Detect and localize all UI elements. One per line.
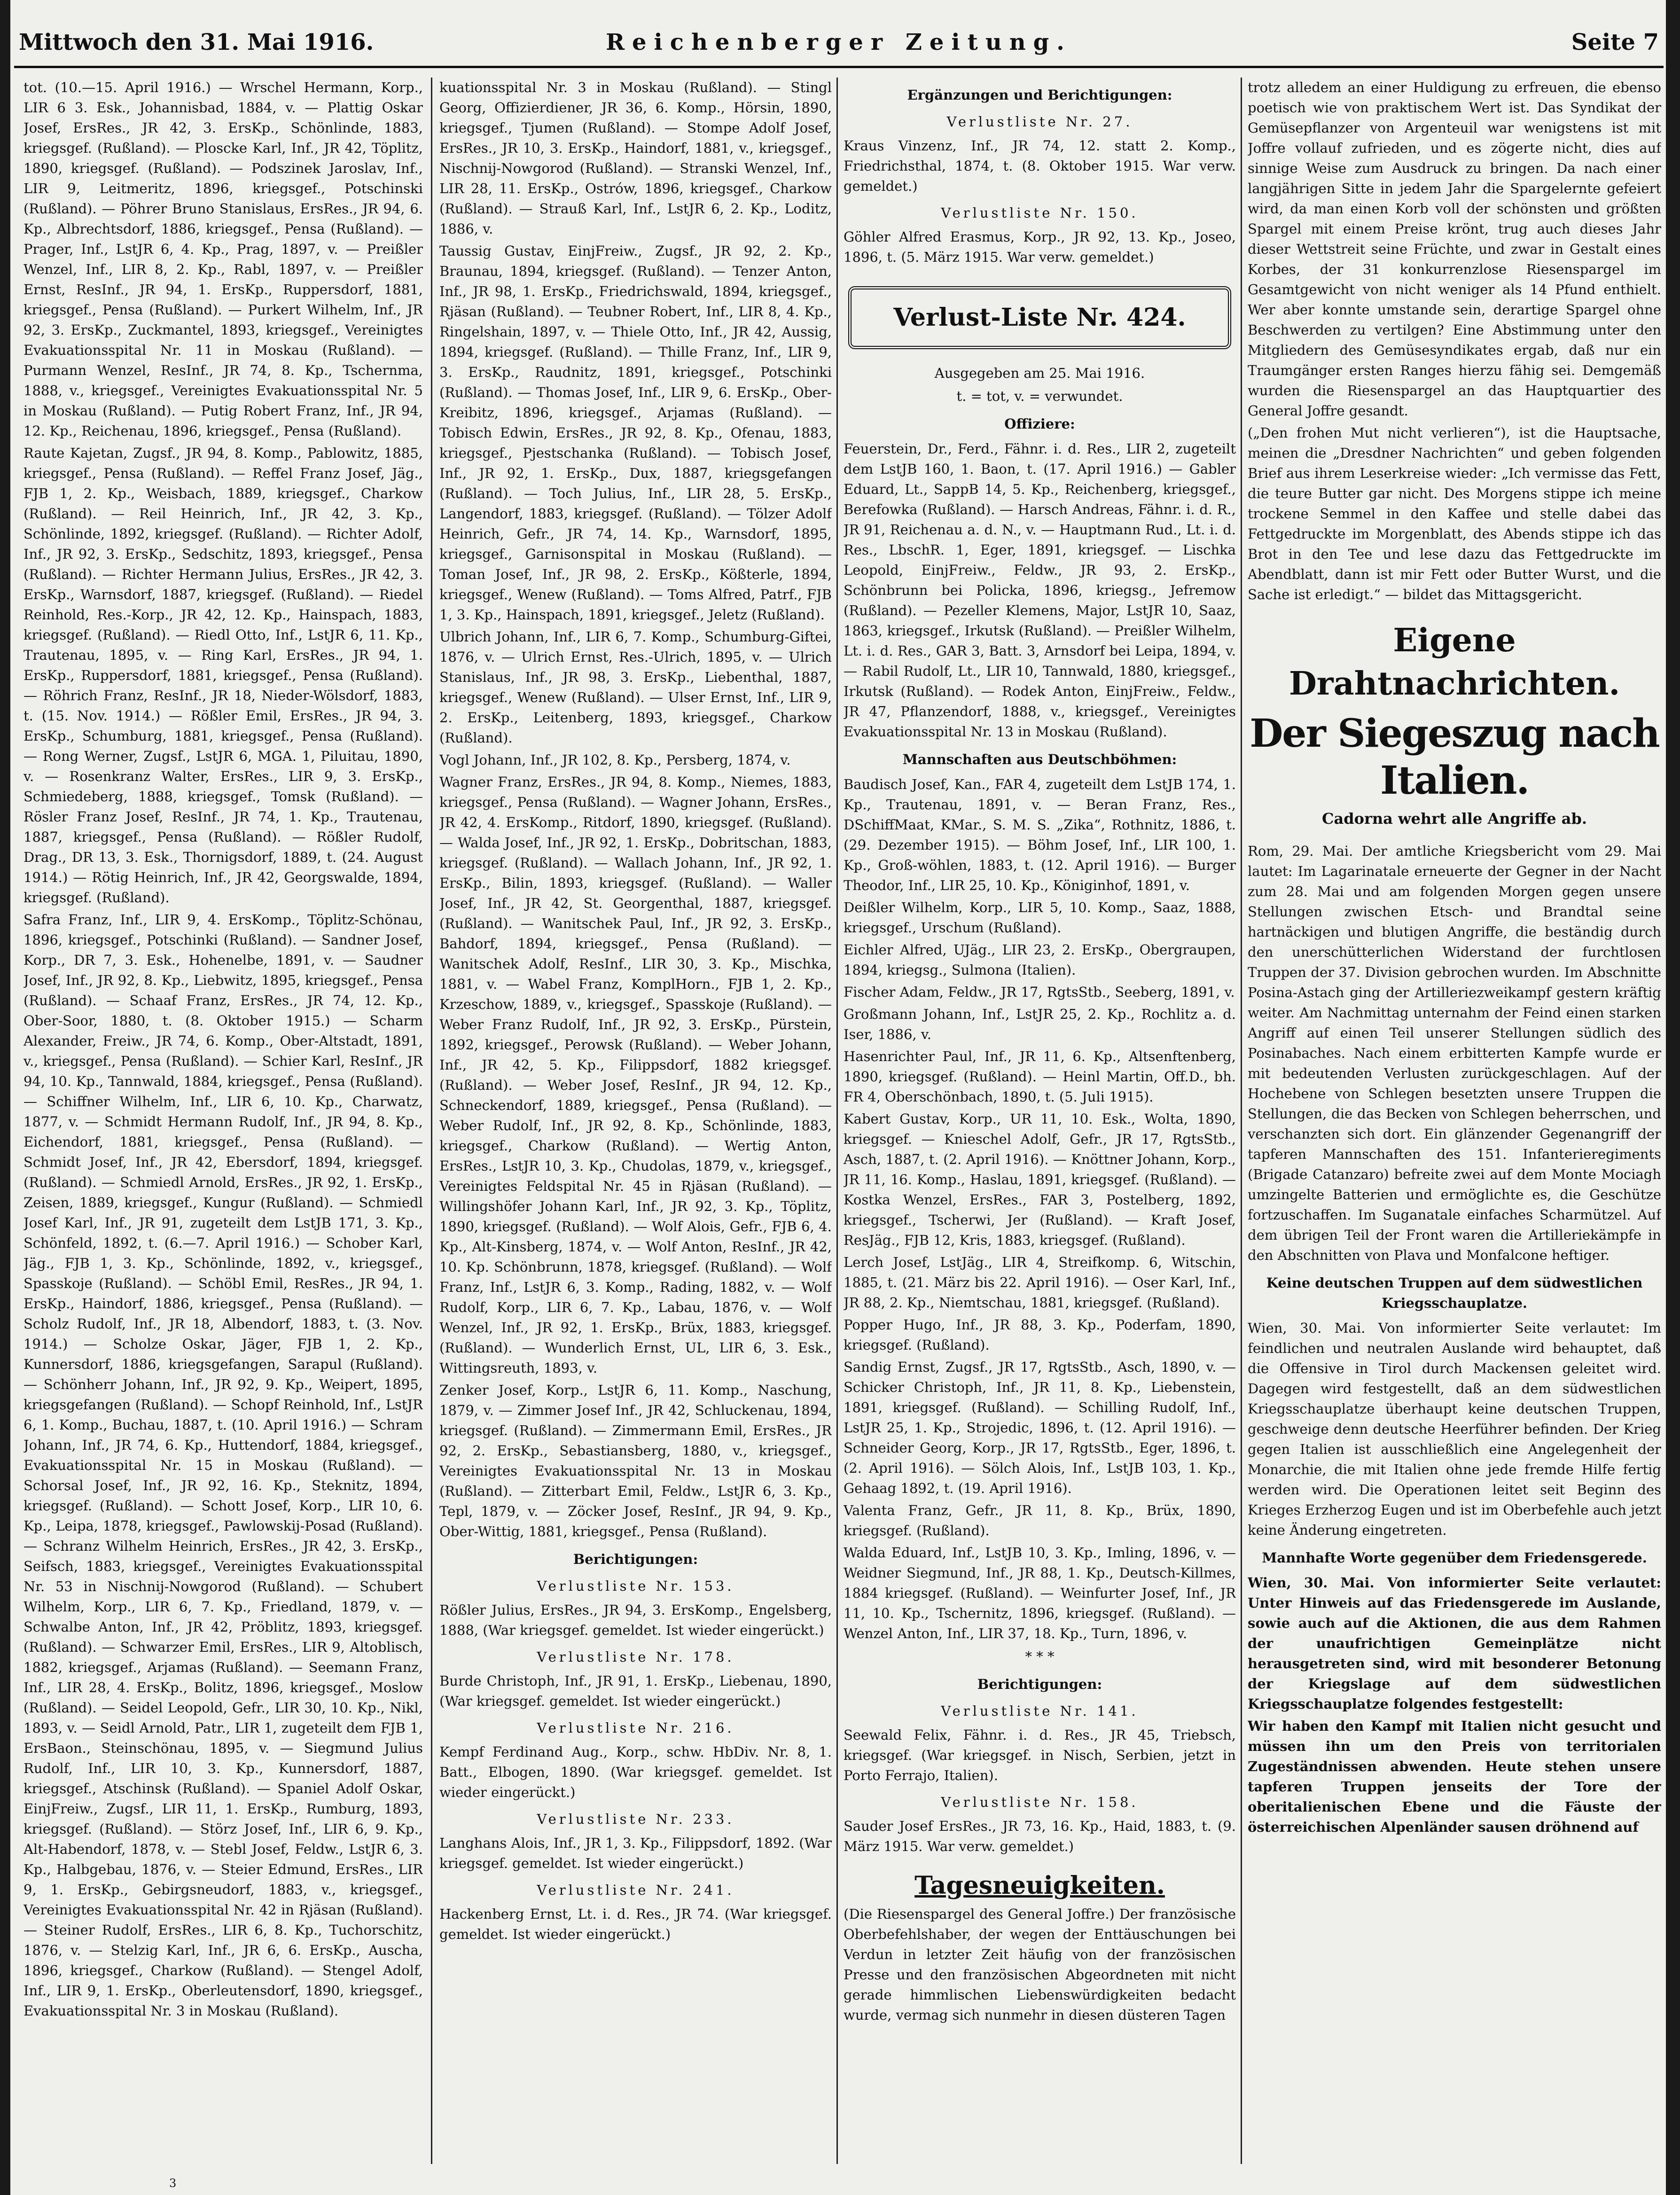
issued-date: Ausgegeben am 25. Mai 1916. xyxy=(934,365,1145,381)
page-header xyxy=(14,19,1664,68)
section-heading-no-troops: Keine deutschen Truppen auf dem südwestlichen Kriegsschauplatze. xyxy=(1266,1275,1643,1311)
section-divider-stars: * * * xyxy=(1025,1648,1055,1664)
report-vienna: Wien, 30. Mai. Von informierter Seite verlautet: Im feindlichen und neutralen Auslande wird behauptet, daß die Offensive in Tirol durch Mackensen geleitet wird. Dagegen wird festgestellt, daß an dem südwestlichen Kriegsschauplatze überhaupt keine deutschen Truppen, geschweige denn deutsche Heerführer befinden. Der Krieg gegen Italien ist ausschließlich eine Angelegenheit der Monarchie, die mit Italien ohne jede fremde Hilfe fertig werden wird. Die Operationen leitet seit Beginn des Krieges Erzherzog Eugen und ist im Oberbefehle auch jetzt keine Änderung eingetreten. xyxy=(1248,1320,1661,1538)
correction-list-title: Verlustliste Nr. 141. xyxy=(941,1703,1139,1719)
wire-news-heading: Eigene Drahtnachrichten. xyxy=(1289,622,1620,703)
rank-entry: Walda Eduard, Inf., LstJB 10, 3. Kp., Imling, 1896, v. — Weidner Siegmund, Inf., JR 88, 1. Kp., Deutsch-Killmes, 1884 kriegsgef. (Rußland). — Weinfurter Josef, Inf., JR 11, 10. Kp., Tschernitz, 1896, kriegsgef. (Rußland). — Wenzel Anton, Inf., LIR 37, 18. Kp., Turn, 1896, v. xyxy=(844,1545,1236,1641)
casualty-paragraph: Zenker Josef, Korp., LstJR 6, 11. Komp., Naschung, 1879, v. — Zimmer Josef Inf., JR 42, Schluckenau, 1894, kriegsgef. (Rußland). — Zimmermann Emil, ErsRes., JR 92, 2. ErsKp., Sebastiansberg, 1880, v., kriegsgef., Vereinigtes Evakuationsspital Nr. 13 in Moskau (Rußland). — Zitterbart Emil, Feldw., LstJR 6, 3. Kp., Tepl, 1879, v. — Zöcker Josef, ResInf., JR 94, 9. Kp., Ober-Wittig, 1881, kriegsgef., Pensa (Rußland). xyxy=(439,1382,832,1539)
corrections-heading: Berichtigungen: xyxy=(977,1676,1102,1692)
casualty-paragraph: Vogl Johann, Inf., JR 102, 8. Kp., Persberg, 1874, v. xyxy=(439,752,791,768)
newspaper-title: Reichenberger Zeitung. xyxy=(606,29,1072,55)
correction-entry: Kempf Ferdinand Aug., Korp., schw. HbDiv. Nr. 8, 1. Batt., Elbogen, 1890. (War kriegsgef. gemeldet. Ist wieder eingerückt.) xyxy=(439,1744,832,1800)
officers-entry: Feuerstein, Dr., Ferd., Fähnr. i. d. Res., LIR 2, zugeteilt dem LstJB 160, 1. Baon, t. (17. April 1916.) — Gabler Eduard, Lt., SappB 14, 5. Kp., Reichenberg, kriegsgef., Berefowka (Rußland). — Harsch Andreas, Fähnr. i. d. R., JR 91, Reichenau a. d. N., v. — Hauptmann Rud., Lt. i. d. Res., LbschR. 1, Eger, 1891, kriegsgef. — Lischka Leopold, EinjFreiw., Feldw., JR 93, 2. ErsKp., Schönbrunn bei Policka, 1896, kriegsg., Jefremow (Rußland). — Pezeller Klemens, Major, LstJR 10, Saaz, 1863, kriegsgef., Irkutsk (Rußland). — Preißler Wilhelm, Lt. i. d. Res., GAR 3, Batt. 3, Arnsdorf bei Leipa, 1894, v. — Rabil Rudolf, Lt., LIR 10, Tannwald, 1880, kriegsgef., Irkutsk (Rußland). — Rodek Anton, EinjFreiw., Feldw., JR 47, Pflanzendorf, 1888, v., kriegsgef., Vereinigtes Evakuationsspital Nr. 13 in Moskau (Rußland). xyxy=(844,441,1236,740)
rank-entry: Deißler Wilhelm, Korp., LIR 5, 10. Komp., Saaz, 1888, kriegsgef., Urschum (Rußland). xyxy=(844,899,1236,936)
column-3 xyxy=(844,78,1236,2164)
ranks-heading: Mannschaften aus Deutschböhmen: xyxy=(902,751,1177,767)
column-rule xyxy=(836,78,838,2164)
correction-list-title: Verlustliste Nr. 153. xyxy=(537,1578,735,1594)
printer-mark: 3 xyxy=(169,2177,177,2190)
scan-edge-left xyxy=(0,0,10,2195)
rank-entry: Lerch Josef, LstJäg., LIR 4, Streifkomp. 6, Witschin, 1885, t. (21. März bis 22. April 1916). — Oser Karl, Inf., JR 88, 2. Kp., Niemtschau, 1881, kriegsgef. (Rußland). xyxy=(844,1254,1236,1311)
abbreviation-legend: t. = tot, v. = verwundet. xyxy=(956,388,1123,404)
correction-entry: Langhans Alois, Inf., JR 1, 3. Kp., Filippsdorf, 1892. (War kriegsgef. gemeldet. Ist wieder eingerückt.) xyxy=(439,1835,832,1871)
supplement-entry: Kraus Vinzenz, Inf., JR 74, 12. statt 2. Komp., Friedrichsthal, 1874, t. (8. Oktober 1915. War verw. gemeldet.) xyxy=(844,138,1236,194)
loss-list-title-box: Verlust-Liste Nr. 424. xyxy=(848,286,1231,349)
column-1 xyxy=(23,78,423,2164)
correction-list-title: Verlustliste Nr. 216. xyxy=(537,1720,735,1736)
correction-entry: Burde Christoph, Inf., JR 91, 1. ErsKp., Liebenau, 1890, (War kriegsgef. gemeldet. Ist wieder eingerückt.) xyxy=(439,1673,832,1709)
news-paragraph: (Die Riesenspargel des General Joffre.) Der französische Oberbefehlshaber, der wegen der Enttäuschungen bei Verdun in letzter Zeit häufig von der französischen Presse und den französischen Abgeordneten mit nicht gerade himmlischen Liebenswürdigkeiten bedacht wurde, vermag sich nunmehr in diesen düsteren Tagen xyxy=(844,1906,1236,2023)
casualty-paragraph: Ulbrich Johann, Inf., LIR 6, 7. Komp., Schumburg-Giftei, 1876, v. — Ulrich Ernst, Res.-Ulrich, 1895, v. — Ulrich Stanislaus, Inf., JR 98, 3. ErsKp., Liebenthal, 1887, kriegsgef., Wenew (Rußland). — Ulser Ernst, Inf., LIR 9, 2. ErsKp., Leitenberg, 1893, kriegsgef., Charkow (Rußland). xyxy=(439,629,832,746)
scan-edge-right xyxy=(1666,0,1680,2195)
rank-entry: Popper Hugo, Inf., JR 88, 3. Kp., Poderfam, 1890, kriegsgef. (Rußland). xyxy=(844,1317,1236,1353)
news-paragraph: („Den frohen Mut nicht verlieren“), ist die Hauptsache, meinen die „Dresdner Nachrichten“ und geben folgenden Brief aus ihrem Leserkreise wieder: „Ich vermisse das Fett, die teure Butter gar nicht. Des Morgens stippe ich meine trockene Semmel in den Kaffee und stelle dabei das Fettgedruckte im Morgenblatt, des Abends stippe ich das Brot in den Tee und lese dazu das Fettgedruckte im Abendblatt, dann ist mir Fett oder Butter Wurst, und die Sache ist erledigt.“ — bildet das Mittagsgericht. xyxy=(1248,425,1661,602)
correction-list-title: Verlustliste Nr. 241. xyxy=(537,1882,735,1898)
supplement-entry: Göhler Alfred Erasmus, Korp., JR 92, 13. Kp., Joseo, 1896, t. (5. März 1915. War verw. gemeldet.) xyxy=(844,229,1236,265)
correction-list-title: Verlustliste Nr. 158. xyxy=(941,1794,1139,1810)
news-paragraph: trotz alledem an einer Huldigung zu erfreuen, die ebenso poetisch wie von praktischem Wert ist. Das Syndikat der Gemüsepflanzer von Argenteuil war wenigstens ist mit Joffre vollauf zufrieden, und es zögerte nicht, dies auf sinnige Weise zum Ausdruck zu bringen. Da nach einer langjährigen Sitte in jedem Jahr die Spargelernte gefeiert wird, da man einen Korb voll der schönsten und größten Spargel mit einem Preise krönt, trug auch dieses Jahr dieser Wettstreit seine Früchte, und zwar in Gestalt eines Korbes, der 31 konkurrenzlose Riesenspargel im Gesamtgewicht von nicht weniger als 14 Pfund enthielt. Wer aber konnte umstande sein, derartige Spargel ohne Beschwerden zu vertilgen? Eine Abstimmung unter den Mitgliedern des Gemüsesyndikates ergab, daß nur ein Traumgänger ersten Ranges hierzu fähig sei. Demgemäß wurden die Riesenspargel an das Hauptquartier des General Joffre gesandt. xyxy=(1248,79,1661,419)
column-2 xyxy=(439,78,832,2164)
supplement-list-title: Verlustliste Nr. 150. xyxy=(941,205,1139,221)
corrections-heading: Berichtigungen: xyxy=(573,1551,698,1567)
rank-entry: Fischer Adam, Feldw., JR 17, RgtsStb., Seeberg, 1891, v. xyxy=(844,984,1235,1000)
headline: Der Siegeszug nach Italien. xyxy=(1250,711,1659,803)
casualty-paragraph: Wagner Franz, ErsRes., JR 94, 8. Komp., Niemes, 1883, kriegsgef., Pensa (Rußland). — Wagner Johann, ErsRes., JR 42, 4. ErsKomp., Ritdorf, 1890, kriegsgef. (Rußland). — Walda Josef, Inf., JR 92, 1. ErsKp., Dobritschan, 1883, kriegsgef. (Rußland). — Wallach Johann, Inf., JR 92, 1. ErsKp., Bilin, 1893, kriegsgef. (Rußland). — Waller Josef, Inf., JR 42, St. Georgenthal, 1887, kriegsgef. (Rußland). — Wanitschek Paul, Inf., JR 92, 3. ErsKp., Bahdorf, 1894, kriegsgef., Pensa (Rußland). — Wanitschek Adolf, ResInf., LIR 30, 3. Kp., Mischka, 1881, v. — Wabel Franz, KomplHorn., FJB 1, 2. Kp., Krzeschow, 1889, v., kriegsgef., Spasskoje (Rußland). — Weber Franz Rudolf, Inf., JR 92, 3. ErsKp., Pürstein, 1892, kriegsgef., Perowsk (Rußland). — Weber Johann, Inf., JR 42, 5. Kp., Filippsdorf, 1882 kriegsgef. (Rußland). — Weber Josef, ResInf., JR 94, 12. Kp., Schneckendorf, 1889, kriegsgef., Pensa (Rußland). — Weber Rudolf, Inf., JR 92, 8. Kp., Schönlinde, 1883, kriegsgef., Charkow (Rußland). — Wertig Anton, ErsRes., LstJR 10, 3. Kp., Chudolas, 1879, v., kriegsgef., Vereinigtes Feldspital Nr. 45 in Rjäsan (Rußland). — Willingshöfer Johann Karl, Inf., JR 92, 3. Kp., Töplitz, 1890, kriegsgef. (Rußland). — Wolf Alois, Gefr., FJB 6, 4. Kp., Alt-Kinsberg, 1874, v. — Wolf Anton, ResInf., JR 42, 10. Kp. Schönbrunn, 1878, kriegsgef. (Rußland). — Wolf Franz, Inf., LstJR 6, 3. Komp., Rading, 1882, v. — Wolf Rudolf, Korp., LIR 6, 7. Kp., Labau, 1876, v. — Wolf Wenzel, Inf., JR 92, 1. ErsKp., Brüx, 1883, kriegsgef. (Rußland). — Wunderlich Ernst, UL, LIR 6, 3. Esk., Wittingsreuth, 1893, v. xyxy=(439,774,832,1376)
rank-entry: Valenta Franz, Gefr., JR 11, 8. Kp., Brüx, 1890, kriegsgef. (Rußland). xyxy=(844,1502,1236,1539)
casualty-paragraph: tot. (10.—15. April 1916.) — Wrschel Hermann, Korp., LIR 6 3. Esk., Johannisbad, 1884, v. — Plattig Oskar Josef, ErsRes., JR 42, 3. ErsKp., Schönlinde, 1883, kriegsgef. (Rußland). — Ploscke Karl, Inf., JR 42, Töplitz, 1890, kriegsgef. (Rußland). — Podszinek Jaroslav, Inf., LIR 9, Leitmeritz, 1896, kriegsgef., Potschinski (Rußland). — Pöhrer Bruno Stanislaus, ErsRes., JR 94, 6. Kp., Albrechtsdorf, 1886, kriegsgef., Pensa (Rußland). — Prager, Inf., LstJR 6, 4. Kp., Prag, 1897, v. — Preißler Wenzel, Inf., LIR 8, 2. Kp., Rabl, 1897, v. — Preißler Ernst, ResInf., JR 94, 1. ErsKp., Ruppersdorf, 1881, kriegsgef., Pensa (Rußland). — Purkert Wilhelm, Inf., JR 92, 3. ErsKp., Zuckmantel, 1893, kriegsgef., Vereinigtes Evakuationsspital Nr. 11 in Moskau (Rußland). — Purmann Wenzel, ResInf., JR 74, 8. Kp., Tschernma, 1888, v., kriegsgef., Vereinigtes Evakuationsspital Nr. 5 in Moskau (Rußland). — Putig Robert Franz, Inf., JR 94, 12. Kp., Reichenau, 1896, kriegsgef., Pensa (Rußland). xyxy=(23,79,423,439)
supplements-heading: Ergänzungen und Berichtigungen: xyxy=(907,87,1172,103)
supplement-list-title: Verlustliste Nr. 27. xyxy=(946,114,1133,130)
correction-list-title: Verlustliste Nr. 178. xyxy=(537,1649,735,1665)
casualty-paragraph: Raute Kajetan, Zugsf., JR 94, 8. Komp., Pablowitz, 1885, kriegsgef., Pensa (Rußland). — Reffel Franz Josef, Jäg., FJB 1, 2. Kp., Weisbach, 1889, kriegsgef., Charkow (Rußland). — Reil Heinrich, Inf., JR 42, 3. Kp., Schönlinde, 1892, kriegsgef. (Rußland). — Richter Adolf, Inf., JR 92, 3. ErsKp., Sedschitz, 1893, kriegsgef., Pensa (Rußland). — Richter Hermann Julius, ErsRes., JR 42, 3. ErsKp., Warnsdorf, 1887, kriegsgef. (Rußland). — Riedel Reinhold, Res.-Korp., JR 42, 12. Kp., Hainspach, 1883, kriegsgef. (Rußland). — Riedl Otto, Inf., LstJR 6, 11. Kp., Trautenau, 1895, v. — Ring Karl, ErsRes., JR 94, 1. ErsKp., Ruppersdorf, 1881, kriegsgef., Pensa (Rußland). — Röhrich Franz, ResInf., JR 18, Nieder-Wölsdorf, 1883, t. (15. Nov. 1914.) — Rößler Emil, ErsRes., JR 94, 3. ErsKp., Schumburg, 1881, kriegsgef., Pensa (Rußland). — Rong Werner, Zugsf., LstJR 6, MGA. 1, Piluitau, 1890, v. — Rosenkranz Walter, ErsRes., LIR 9, 3. ErsKp., Schmiedeberg, 1888, kriegsgef., Tomsk (Rußland). — Rösler Franz Josef, ResInf., JR 74, 1. Kp., Trautenau, 1887, kriegsgef., Pensa (Rußland). — Rößler Rudolf, Drag., DR 13, 3. Esk., Thornigsdorf, 1889, t. (24. August 1914.) — Rötig Heinrich, Inf., JR 42, Georgswalde, 1894, kriegsgef. (Rußland). xyxy=(23,445,423,906)
section-heading-peace-talk: Mannhafte Worte gegenüber dem Friedensgerede. xyxy=(1262,1550,1647,1566)
column-4 xyxy=(1248,78,1661,2164)
correction-entry: Hackenberg Ernst, Lt. i. d. Res., JR 74. (War kriegsgef. gemeldet. Ist wieder eingerückt.) xyxy=(439,1906,832,1942)
report-vienna-bold: Wien, 30. Mai. Von informierter Seite verlautet: Unter Hinweis auf das Friedensgerede im Auslande, sowie auch auf die Aktionen, die aus dem Rahmen der unaufrichtigen Gemeinplätze nicht herausgetreten sind, wird mit besonderer Betonung der Kriegslage auf dem südwestlichen Kriegsschauplatze folgendes festgestellt: xyxy=(1248,1575,1661,1712)
rank-entry: Hasenrichter Paul, Inf., JR 11, 6. Kp., Altsenftenberg, 1890, kriegsgef. (Rußland). — Heinl Martin, Off.D., bh. FR 4, Oberschönbach, 1890, t. (5. Juli 1915). xyxy=(844,1048,1236,1105)
casualty-paragraph: Safra Franz, Inf., LIR 9, 4. ErsKomp., Töplitz-Schönau, 1896, kriegsgef., Potschinki (Rußland). — Sandner Josef, Korp., DR 7, 3. Esk., Hohenelbe, 1891, v. — Saudner Josef, Inf., JR 92, 8. Kp., Liebwitz, 1895, kriegsgef., Pensa (Rußland). — Schaaf Franz, ErsRes., JR 74, 12. Kp., Ober-Soor, 1880, t. (8. Oktober 1915.) — Scharm Alexander, Freiw., JR 74, 6. Komp., Ober-Altstadt, 1891, v., kriegsgef., Pensa (Rußland). — Schier Karl, ResInf., JR 94, 10. Kp., Tannwald, 1884, kriegsgef., Pensa (Rußland). — Schiffner Wilhelm, Inf., LIR 6, 10. Kp., Charwatz, 1877, v. — Schmidt Hermann Rudolf, Inf., JR 94, 8. Kp., Eichendorf, 1881, kriegsgef., Pensa (Rußland). — Schmidt Josef, Inf., JR 42, Ebersdorf, 1894, kriegsgef. (Rußland). — Schmiedl Arnold, ErsRes., JR 92, 1. ErsKp., Zeisen, 1889, kriegsgef., Kungur (Rußland). — Schmiedl Josef Karl, Inf., JR 91, zugeteilt dem LstJB 171, 3. Kp., Schönfeld, 1892, t. (6.—7. April 1916.) — Schober Karl, Jäg., FJB 1, 3. Kp., Schönlinde, 1892, v., kriegsgef., Spasskoje (Rußland). — Schöbl Emil, ResRes., JR 94, 1. ErsKp., Haindorf, 1886, kriegsgef., Pensa (Rußland). — Scholz Rudolf, Inf., JR 18, Albendorf, 1883, t. (3. Nov. 1914.) — Scholze Oskar, Jäger, FJB 1, 2. Kp., Kunnersdorf, 1886, kriegsgefangen, Sarapul (Rußland). — Schönherr Johann, Inf., JR 92, 9. Kp., Weipert, 1895, kriegsgefangen (Rußland). — Schopf Reinhold, Inf., LstJR 6, 1. Komp., Buchau, 1887, t. (10. April 1916.) — Schram Johann, Inf., JR 74, 6. Kp., Huttendorf, 1884, kriegsgef., Evakuationsspital Nr. 15 in Moskau (Rußland). — Schorsal Josef, Inf., JR 92, 16. Kp., Steknitz, 1894, kriegsgef. (Rußland). — Schott Josef, Korp., LIR 10, 6. Kp., Leipa, 1878, kriegsgef., Pawlowskij-Posad (Rußland). — Schranz Wilhelm Heinrich, ErsRes., JR 42, 3. ErsKp., Seifsch, 1883, kriegsgef., Vereinigtes Evakuationsspital Nr. 53 in Nischnij-Nowgorod (Rußland). — Schubert Wilhelm, Korp., LIR 6, 7. Kp., Friedland, 1879, v. — Schwalbe Anton, Inf., JR 42, Pröblitz, 1893, kriegsgef. (Rußland). — Schwarzer Emil, ErsRes., LIR 9, Altoblisch, 1882, kriegsgef., Arjamas (Rußland). — Seemann Franz, Inf., LIR 28, 4. ErsKp., Bolitz, 1896, kriegsgef., Moslow (Rußland). — Seidel Leopold, Gefr., LIR 30, 10. Kp., Nikl, 1893, v. — Seidl Arnold, Patr., LIR 1, zugeteilt dem FJB 1, ErsBaon., Steinschönau, 1895, v. — Siegmund Julius Rudolf, Inf., LIR 10, 3. Kp., Kunnersdorf, 1887, kriegsgef., Atschinsk (Rußland). — Spaniel Adolf Oskar, EinjFreiw., Zugsf., LIR 11, 1. ErsKp., Rumburg, 1893, kriegsgef. (Rußland). — Störz Josef, Inf., LIR 6, 9. Kp., Alt-Habendorf, 1878, v. — Stebl Josef, Feldw., LstJR 6, 3. Kp., Halbgebau, 1876, v. — Steier Edmund, ErsRes., LIR 9, 1. ErsKp., Gebirgsneudorf, 1883, v., kriegsgef., Vereinigtes Evakuationsspital Nr. 42 in Rjäsan (Rußland). — Steiner Rudolf, ErsRes., LIR 6, 8. Kp., Tuchorschitz, 1876, v. — Stelzig Karl, Inf., JR 6, 6. ErsKp., Auscha, 1896, kriegsgef., Charkow (Rußland). — Stengel Adolf, Inf., LIR 9, 1. ErsKp., Oberleutensdorf, 1890, kriegsgef., Evakuationsspital Nr. 3 in Moskau (Rußland). xyxy=(23,912,423,2019)
correction-entry: Rößler Julius, ErsRes., JR 94, 3. ErsKomp., Engelsberg, 1888, (War kriegsgef. gemeldet. Ist wieder eingerückt.) xyxy=(439,1602,832,1638)
correction-entry: Seewald Felix, Fähnr. i. d. Res., JR 45, Triebsch, kriegsgef. (War kriegsgef. in Nisch, Serbien, jetzt in Porto Ferrajo, Italien). xyxy=(844,1727,1236,1783)
correction-entry: Sauder Josef ErsRes., JR 73, 16. Kp., Haid, 1883, t. (9. März 1915. War verw. gemeldet.) xyxy=(844,1818,1236,1854)
rank-entry: Kabert Gustav, Korp., UR 11, 10. Esk., Wolta, 1890, kriegsgef. — Knieschel Adolf, Gefr., JR 17, RgtsStb., Asch, 1887, t. (2. April 1916). — Knöttner Johann, Korp., JR 11, 16. Komp., Haslau, 1891, kriegsgef. (Rußland). — Kostka Wenzel, ErsRes., FAR 3, Postelberg, 1892, kriegsgef., Tscherwi, Jer (Rußland). — Kraft Josef, ResJäg., FJB 12, Kris, 1883, kriegsgef. (Rußland). xyxy=(844,1111,1236,1248)
column-rule xyxy=(431,78,432,2164)
rank-entry: Eichler Alfred, UJäg., LIR 23, 2. ErsKp., Obergraupen, 1894, kriegsg., Sulmona (Italien). xyxy=(844,942,1236,978)
officers-heading: Offiziere: xyxy=(1004,416,1075,432)
rank-entry: Großmann Johann, Inf., LstJR 25, 2. Kp., Rochlitz a. d. Iser, 1886, v. xyxy=(844,1006,1236,1042)
casualty-paragraph: Taussig Gustav, EinjFreiw., Zugsf., JR 92, 2. Kp., Braunau, 1894, kriegsgef. (Rußland). — Tenzer Anton, Inf., JR 98, 1. ErsKp., Friedrichswald, 1894, kriegsgef., Rjäsan (Rußland). — Teubner Robert, Inf., LIR 8, 4. Kp., Ringelshain, 1897, v. — Thiele Otto, Inf., JR 42, Aussig, 1894, kriegsgef. (Rußland). — Thille Franz, Inf., LIR 9, 3. ErsKp., Raudnitz, 1891, kriegsgef., Potschinki (Rußland). — Thomas Josef, Inf., LIR 9, 6. ErsKp., Ober-Kreibitz, 1896, kriegsgef., Arjamas (Rußland). — Tobisch Edwin, ErsRes., JR 92, 8. Kp., Ofenau, 1883, kriegsgef., Pjestschanka (Rußland). — Tobisch Josef, Inf., JR 92, 1. ErsKp., Dux, 1887, kriegsgefangen (Rußland). — Toch Julius, Inf., LIR 28, 5. ErsKp., Langendorf, 1883, kriegsgef. (Rußland). — Tölzer Adolf Heinrich, Gefr., JR 74, 14. Kp., Warnsdorf, 1895, kriegsgef., Garnisonspital in Moskau (Rußland). — Toman Josef, Inf., JR 98, 2. ErsKp., Kößterle, 1894, kriegsgef., Wenew (Rußland). — Toms Alfred, Patrf., FJB 1, 3. Kp., Hainspach, 1891, kriegsgef., Jeletz (Rußland). xyxy=(439,243,832,623)
casualty-paragraph: kuationsspital Nr. 3 in Moskau (Rußland). — Stingl Georg, Offizierdiener, JR 36, 6. Komp., Hörsin, 1890, kriegsgef., Tjumen (Rußland). — Stompe Adolf Josef, ErsRes., JR 10, 3. ErsKp., Haindorf, 1881, v., kriegsgef., Nischnij-Nowgorod (Rußland). — Stranski Wenzel, Inf., LIR 28, 11. ErsKp., Ostrów, 1896, kriegsgef., Charkow (Rußland). — Strauß Karl, Inf., LstJR 6, 2. Kp., Loditz, 1886, v. xyxy=(439,79,832,237)
rank-entry: Sandig Ernst, Zugsf., JR 17, RgtsStb., Asch, 1890, v. — Schicker Christoph, Inf., JR 11, 8. Kp., Liebenstein, 1891, kriegsgef. (Rußland). — Schilling Rudolf, Inf., LstJR 25, 1. Kp., Strojedic, 1896, t. (12. April 1916). — Schneider Georg, Korp., JR 17, RgtsStb., Eger, 1896, t. (2. April 1916). — Sölch Alois, Inf., LstJB 103, 1. Kp., Gehaag 1892, t. (19. April 1916). xyxy=(844,1359,1236,1496)
news-heading: Tagesneuigkeiten. xyxy=(914,1871,1165,1900)
page-number: Seite 7 xyxy=(1571,29,1659,55)
report-vienna-bold: Wir haben den Kampf mit Italien nicht gesucht und müssen ihn um den Preis von territorialen Zugeständnissen abwenden. Heute stehen unsere tapferen Truppen jenseits der Tore der oberitalienischen Ebene und die Fäuste der österreichischen Alpenländer sausen dröhnend auf xyxy=(1248,1718,1661,1835)
header-date: Mittwoch den 31. Mai 1916. xyxy=(19,29,374,55)
correction-list-title: Verlustliste Nr. 233. xyxy=(537,1811,735,1827)
rank-entry: Baudisch Josef, Kan., FAR 4, zugeteilt dem LstJB 174, 1. Kp., Trautenau, 1891, v. — Beran Franz, Res., DSchiffMaat, KMar., S. M. S. „Zika“, Rothnitz, 1886, t. (29. Dezember 1915). — Böhm Josef, Inf., LIR 100, 1. Kp., Groß-wöhlen, 1883, t. (12. April 1916). — Burger Theodor, Inf., LIR 25, 10. Kp., Königinhof, 1891, v. xyxy=(844,776,1236,893)
report-rome: Rom, 29. Mai. Der amtliche Kriegsbericht vom 29. Mai lautet: Im Lagarinatale erneuerte der Gegner in der Nacht zum 28. Mai und am folgenden Morgen gegen unsere Stellungen zwischen Etsch- und Brandtal seine hartnäckigen und blutigen Angriffe, die beständig durch den unerschütterlichen Widerstand der furchtlosen Truppen der 37. Division gebrochen wurden. Im Abschnitte Posina-Astach ging der Artilleriezweikampf gestern kräftig weiter. Am Nachmittag unternahm der Feind einen starken Angriff auf einen Teil unserer Stellungen südlich des Posinabaches. Nach einem erbitterten Kampfe wurde er mit bedeutenden Verlusten zurückgeschlagen. Auf der Hochebene von Schlegen besetzten unsere Truppen die Stellungen, die das Becken von Schlegen beherrschen, und verschanzten sich dort. Ein glänzender Gegenangriff der tapferen Mannschaften des 151. Infanterieregiments (Brigade Catanzaro) befreite zwei auf dem Monte Mociagh umzingelte Batterien und ermöglichte es, die Geschütze fortzuschaffen. Im Suganatale einfaches Scharmützel. Auf dem übrigen Teil der Front waren die Artilleriekämpfe in den Abschnitten von Plava und Monfalcone heftiger. xyxy=(1248,843,1661,1263)
subheadline: Cadorna wehrt alle Angriffe ab. xyxy=(1322,810,1587,828)
column-rule xyxy=(1241,78,1242,2164)
